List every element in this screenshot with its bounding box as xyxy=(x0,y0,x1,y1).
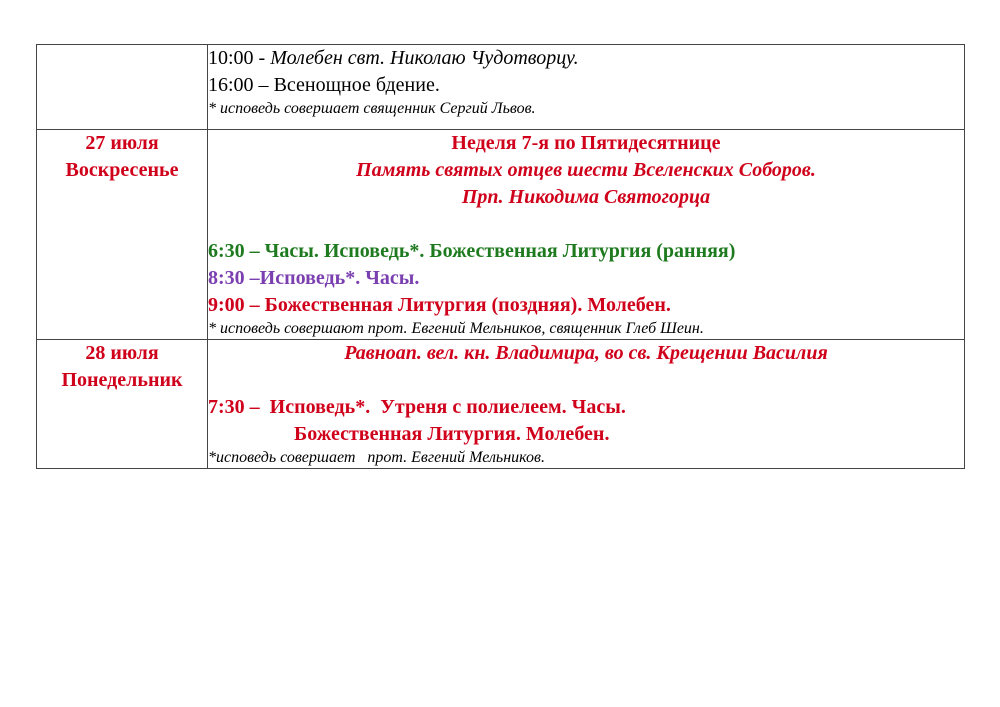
schedule-table xyxy=(36,44,965,469)
date-weekday: Понедельник xyxy=(61,369,183,391)
service-line-confession: 8:30 –Исповедь*. Часы. xyxy=(208,267,420,289)
feast-heading: Неделя 7-я по Пятидесятнице xyxy=(451,132,721,154)
content-cell xyxy=(208,45,965,130)
confession-note: * исповедь совершают прот. Евгений Мельников, священник Глеб Шеин. xyxy=(208,320,704,337)
spacer xyxy=(208,367,964,394)
spacer xyxy=(208,211,964,238)
date-cell xyxy=(37,130,208,340)
service-line: 7:30 – Исповедь*. Утреня с полиелеем. Часы. xyxy=(208,396,626,418)
date-day: 27 июля xyxy=(85,132,159,154)
service-line: Божественная Литургия. Молебен. xyxy=(294,423,610,445)
date-weekday: Воскресенье xyxy=(65,159,179,181)
service-time: 10:00 - xyxy=(208,47,271,69)
content-cell xyxy=(208,340,965,469)
date-cell xyxy=(37,340,208,469)
table-row xyxy=(37,45,965,130)
service-line-early: 6:30 – Часы. Исповедь*. Божественная Литургия (ранняя) xyxy=(208,240,736,262)
feast-subheading: Память святых отцев шести Вселенских Соборов. xyxy=(356,159,816,181)
confession-note-text: *исповедь совершает прот. Евгений Мельников. xyxy=(208,449,545,466)
service-line xyxy=(208,72,964,99)
table-row xyxy=(37,340,965,469)
feast-subheading: Прп. Никодима Святогорца xyxy=(461,186,711,208)
date-day: 28 июля xyxy=(85,342,159,364)
date-cell xyxy=(37,45,208,130)
confession-note: * исповедь совершает священник Сергий Львов. xyxy=(208,100,536,117)
service-time: 16:00 – xyxy=(208,74,274,96)
service-line xyxy=(208,45,964,72)
feast-heading: Равноап. вел. кн. Владимира, во св. Крещении Василия xyxy=(344,342,828,364)
service-text: Молебен свт. Николаю Чудотворцу. xyxy=(270,47,579,69)
service-text: Всенощное бдение. xyxy=(273,74,440,96)
confession-note xyxy=(208,448,964,468)
table-row xyxy=(37,130,965,340)
content-cell xyxy=(208,130,965,340)
service-line-late: 9:00 – Божественная Литургия (поздняя). Молебен. xyxy=(208,294,671,316)
